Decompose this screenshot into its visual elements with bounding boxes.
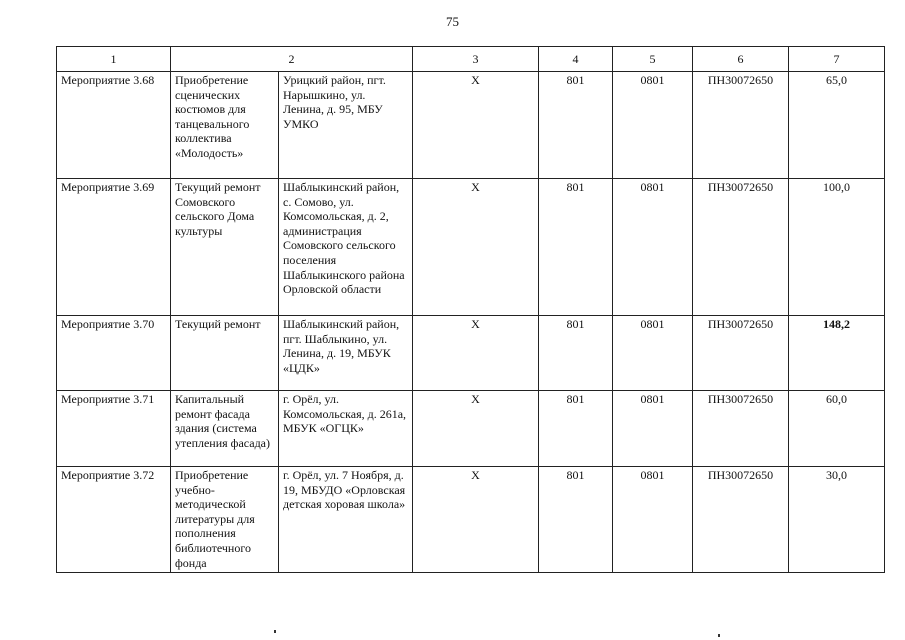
col6-cell: ПН30072650	[693, 72, 789, 179]
amount-cell: 30,0	[789, 467, 885, 573]
name-cell: Капитальный ремонт фасада здания (система утепления фасада)	[171, 391, 279, 467]
col5-cell: 0801	[613, 467, 693, 573]
col5-cell: 0801	[613, 179, 693, 316]
col3-cell: Х	[413, 391, 539, 467]
scan-speck	[274, 630, 276, 633]
budget-table	[56, 46, 885, 573]
col3-cell: Х	[413, 72, 539, 179]
col5-cell: 0801	[613, 72, 693, 179]
name-cell: Приобретение сценических костюмов для танцевального коллектива «Молодость»	[171, 72, 279, 179]
name-cell: Приобретение учебно-методической литературы для пополнения библиотечного фонда	[171, 467, 279, 573]
col4-cell: 801	[539, 179, 613, 316]
header-col-5: 5	[613, 47, 693, 72]
header-row	[57, 47, 885, 72]
measure-cell: Мероприятие 3.72	[57, 467, 171, 573]
col5-cell: 0801	[613, 391, 693, 467]
name-cell: Текущий ремонт	[171, 316, 279, 391]
page-number: 75	[446, 14, 459, 29]
amount-cell: 60,0	[789, 391, 885, 467]
col4-cell: 801	[539, 391, 613, 467]
header-col-3: 3	[413, 47, 539, 72]
col6-cell: ПН30072650	[693, 391, 789, 467]
measure-cell: Мероприятие 3.69	[57, 179, 171, 316]
measure-cell: Мероприятие 3.71	[57, 391, 171, 467]
location-cell: Урицкий район, пгт. Нарышкино, ул. Ленина, д. 95, МБУ УМКО	[279, 72, 413, 179]
amount-cell: 100,0	[789, 179, 885, 316]
col6-cell: ПН30072650	[693, 467, 789, 573]
col3-cell: Х	[413, 179, 539, 316]
col3-cell: Х	[413, 316, 539, 391]
amount-cell: 148,2	[789, 316, 885, 391]
location-cell: Шаблыкинский район, пгт. Шаблыкино, ул. Ленина, д. 19, МБУК «ЦДК»	[279, 316, 413, 391]
col3-cell: Х	[413, 467, 539, 573]
col6-cell: ПН30072650	[693, 179, 789, 316]
header-col-1: 1	[57, 47, 171, 72]
table-row	[57, 467, 885, 573]
location-cell: г. Орёл, ул. 7 Ноября, д. 19, МБУДО «Орловская детская хоровая школа»	[279, 467, 413, 573]
table-row	[57, 316, 885, 391]
name-cell: Текущий ремонт Сомовского сельского Дома культуры	[171, 179, 279, 316]
header-col-2: 2	[171, 47, 413, 72]
amount-cell: 65,0	[789, 72, 885, 179]
header-col-6: 6	[693, 47, 789, 72]
table-row	[57, 72, 885, 179]
location-cell: г. Орёл, ул. Комсомольская, д. 261а, МБУК «ОГЦК»	[279, 391, 413, 467]
table-row	[57, 391, 885, 467]
measure-cell: Мероприятие 3.70	[57, 316, 171, 391]
col4-cell: 801	[539, 72, 613, 179]
measure-cell: Мероприятие 3.68	[57, 72, 171, 179]
col6-cell: ПН30072650	[693, 316, 789, 391]
col4-cell: 801	[539, 316, 613, 391]
col5-cell: 0801	[613, 316, 693, 391]
col4-cell: 801	[539, 467, 613, 573]
location-cell: Шаблыкинский район, с. Сомово, ул. Комсомольская, д. 2, администрация Сомовского сельского поселения Шаблыкинского района Орловской области	[279, 179, 413, 316]
scan-speck	[718, 634, 720, 637]
table-row	[57, 179, 885, 316]
header-col-4: 4	[539, 47, 613, 72]
header-col-7: 7	[789, 47, 885, 72]
